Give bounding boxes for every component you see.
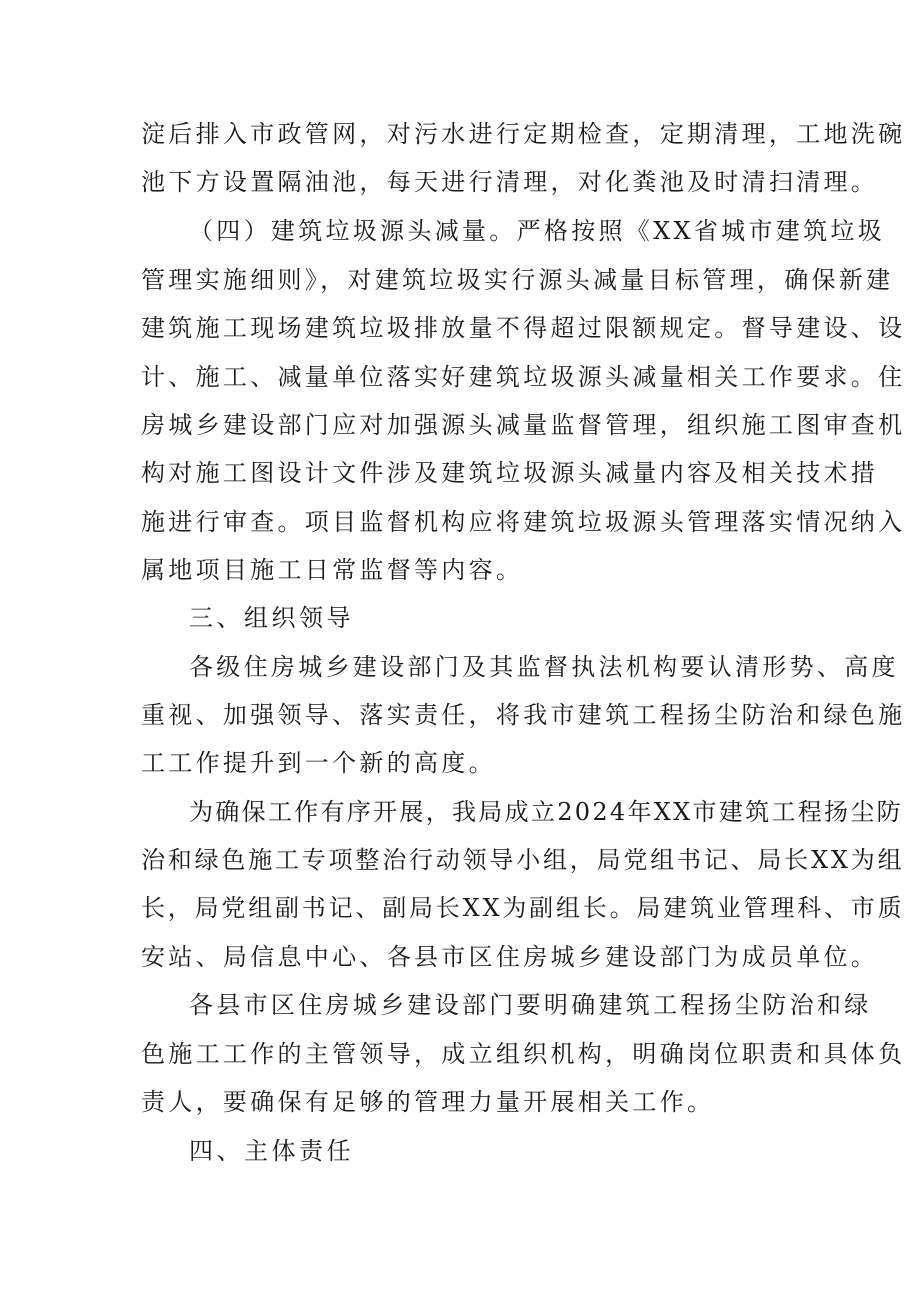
section-heading: 四、主体责任 <box>189 1137 354 1165</box>
text-line: 为确保工作有序开展，我局成立2024年XX市建筑工程扬尘防 <box>189 798 903 826</box>
text-line: 属地项目施工日常监督等内容。 <box>141 556 524 584</box>
text-line: 管理实施细则》，对建筑垃圾实行源头减量目标管理，确保新建 <box>141 266 894 294</box>
text-line: 各县市区住房城乡建设部门要明确建筑工程扬尘防治和绿 <box>189 991 872 1019</box>
text-line: 责人，要确保有足够的管理力量开展相关工作。 <box>141 1088 715 1116</box>
text-line: 治和绿色施工专项整治行动领导小组，局党组书记、局长XX为组 <box>141 846 905 874</box>
text-line: 各级住房城乡建设部门及其监督执法机构要认清形势、高度 <box>189 653 899 681</box>
text-line: 长，局党组副书记、副局长XX为副组长。局建筑业管理科、市质 <box>141 894 905 922</box>
text-line: 工工作提升到一个新的高度。 <box>141 749 496 777</box>
text-line: 色施工工作的主管领导，成立组织机构，明确岗位职责和具体负 <box>141 1040 906 1068</box>
text-line: 安站、局信息中心、各县市区住房城乡建设部门为成员单位。 <box>141 943 879 971</box>
section-heading: 三、组织领导 <box>189 604 354 632</box>
text-line: 房城乡建设部门应对加强源头减量监督管理，组织施工图审查机 <box>141 411 906 439</box>
text-line: 构对施工图设计文件涉及建筑垃圾源头减量内容及相关技术措 <box>141 459 879 487</box>
text-line: 重视、加强领导、落实责任，将我市建筑工程扬尘防治和绿色施 <box>141 701 906 729</box>
text-line: 池下方设置隔油池，每天进行清理，对化粪池及时清扫清理。 <box>141 168 879 196</box>
text-line: 施进行审查。项目监督机构应将建筑垃圾源头管理落实情况纳入 <box>141 508 906 536</box>
text-line: （四）建筑垃圾源头减量。严格按照《XX省城市建筑垃圾 <box>189 217 885 245</box>
text-line: 淀后排入市政管网，对污水进行定期检查，定期清理，工地洗碗 <box>141 120 906 148</box>
text-line: 计、施工、减量单位落实好建筑垃圾源头减量相关工作要求。住 <box>141 363 906 391</box>
text-line: 建筑施工现场建筑垃圾排放量不得超过限额规定。督导建设、设 <box>141 314 906 342</box>
